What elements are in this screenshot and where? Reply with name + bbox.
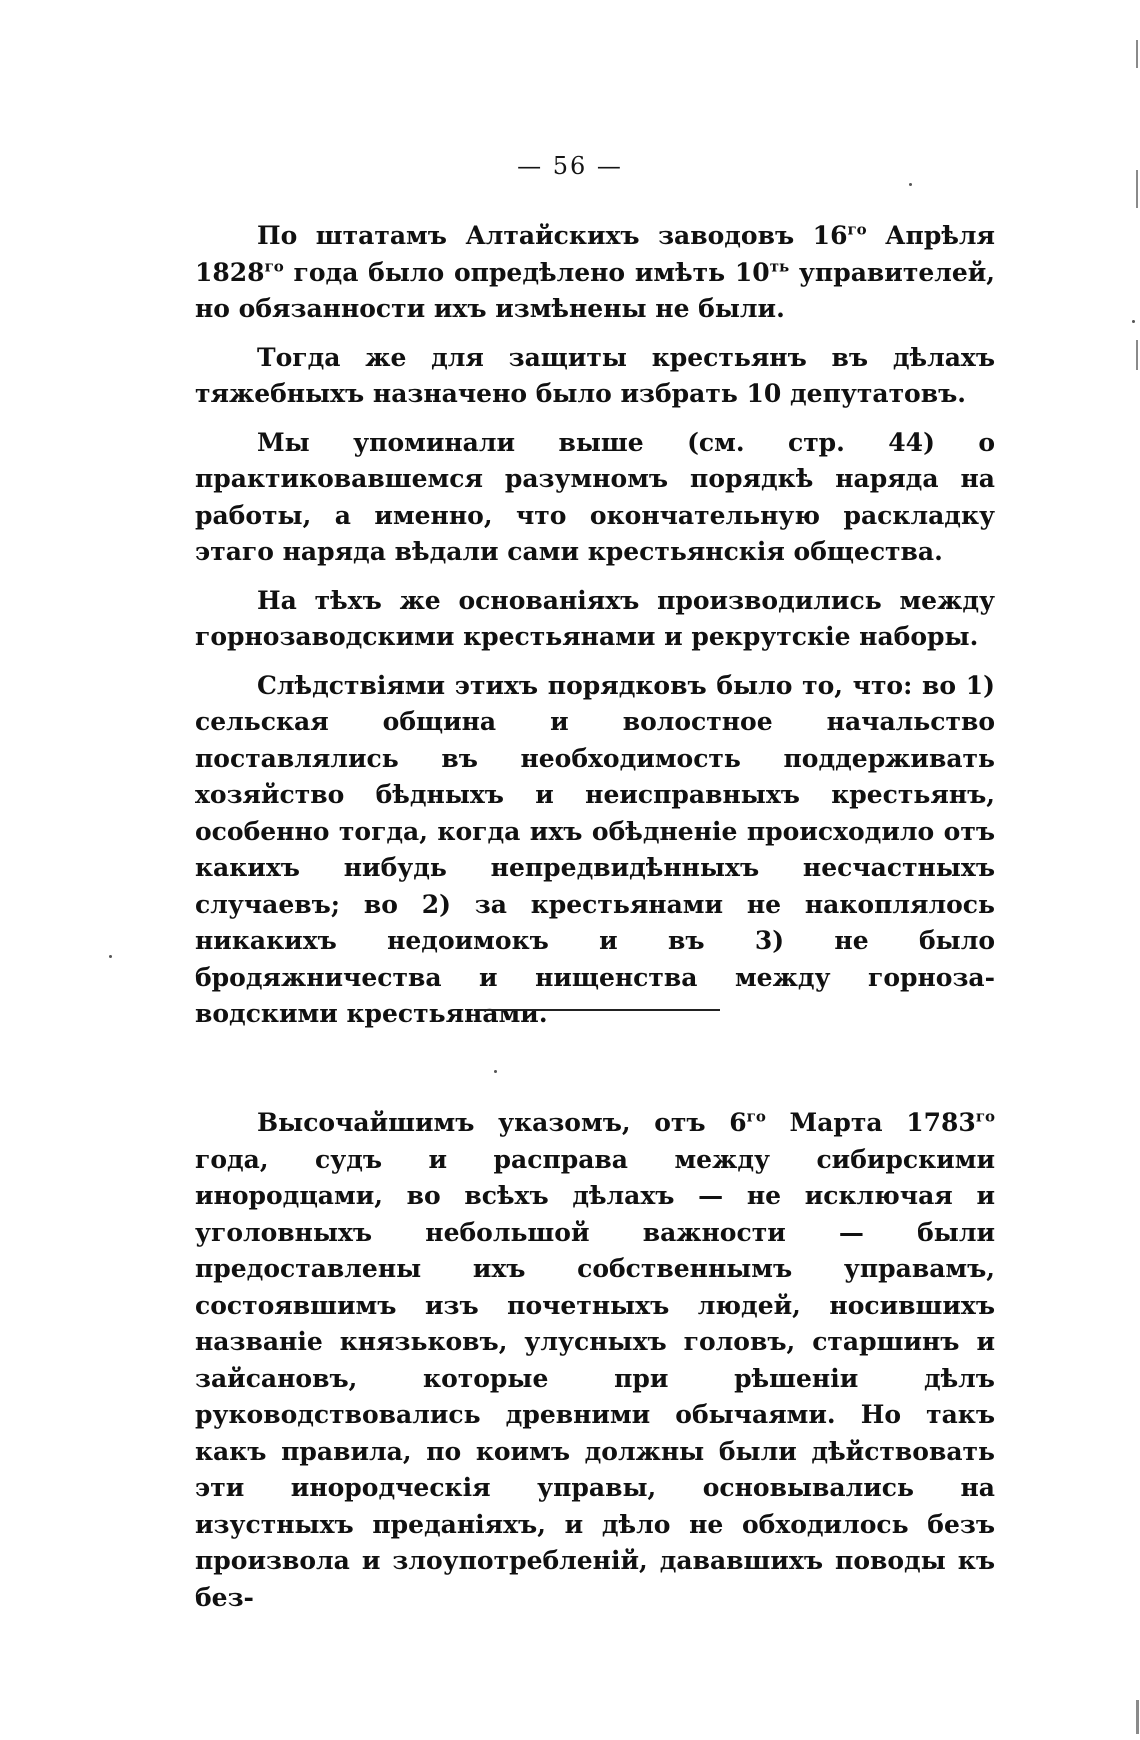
paragraph-2: Тогда же для защиты крестьянъ въ дѣлахъ тяжебныхъ назначено было избрать 10 депутатовъ. xyxy=(195,342,995,408)
paragraph-6: Высочайшимъ указомъ, отъ $6^{го}$ Марта $1783^{го}$ года, судъ и расправа между сибирскими инородцами, во всѣхъ дѣлахъ — не исключая и уголовныхъ небольшой важности — были предоставлены ихъ собственнымъ управамъ, состоявшимъ изъ почетныхъ людей, носившихъ названіе князьковъ, улусныхъ головъ, старшинъ и зайсановъ, которые при рѣшеніи дѣлъ руководствовались древними обычаями. Но такъ какъ правила, по коимъ должны были дѣйствовать эти инородческія управы, основывались на изустныхъ преданіяхъ, и дѣло не обходилось безъ произвола и злоупотребленій, дававшихъ поводы къ без- xyxy=(195,1107,996,1612)
scan-edge-mark xyxy=(1136,340,1138,370)
scan-speck xyxy=(494,1070,497,1073)
paragraph-5: Слѣдствіями этихъ порядковъ было то, что: во 1) сельская община и волостное начальство поставлялись въ необходимость поддерживать хозяйство бѣдныхъ и неисправныхъ крестьянъ, особенно тогда, когда ихъ обѣдненіе происходило отъ какихъ нибудь непредвидѣнныхъ несчастныхъ случаевъ; во 2) за крестьянами не накоплялось никакихъ недоимокъ и въ 3) не было бродяжничества и нищенства между горнозаводскими крестьянами. xyxy=(195,670,995,1028)
scan-edge-mark xyxy=(1136,170,1138,208)
section-2 xyxy=(195,1105,995,1628)
scan-speck xyxy=(1132,320,1135,323)
page-number: — 56 — xyxy=(517,152,623,180)
scan-speck xyxy=(109,955,112,958)
paragraph-4: На тѣхъ же основаніяхъ производились между горнозаводскими крестьянами и рекрутскіе наборы. xyxy=(195,585,995,651)
section-1 xyxy=(195,218,995,1045)
section-divider xyxy=(474,1009,720,1011)
scan-speck xyxy=(909,183,912,186)
paragraph-1: По штатамъ Алтайскихъ заводовъ $16^{го}$ Апрѣля $1828^{го}$ года было опредѣлено имѣть $10^{ть}$ управителей, но обязанности ихъ измѣнены не были. xyxy=(195,220,995,323)
scan-edge-mark xyxy=(1136,40,1138,68)
scan-edge-mark xyxy=(1136,1700,1139,1734)
paragraph-3: Мы упоминали выше (см. стр. 44) о практиковавшемся разумномъ порядкѣ наряда на работы, а именно, что окончательную раскладку этаго наряда вѣдали сами крестьянскія общества. xyxy=(195,427,995,566)
